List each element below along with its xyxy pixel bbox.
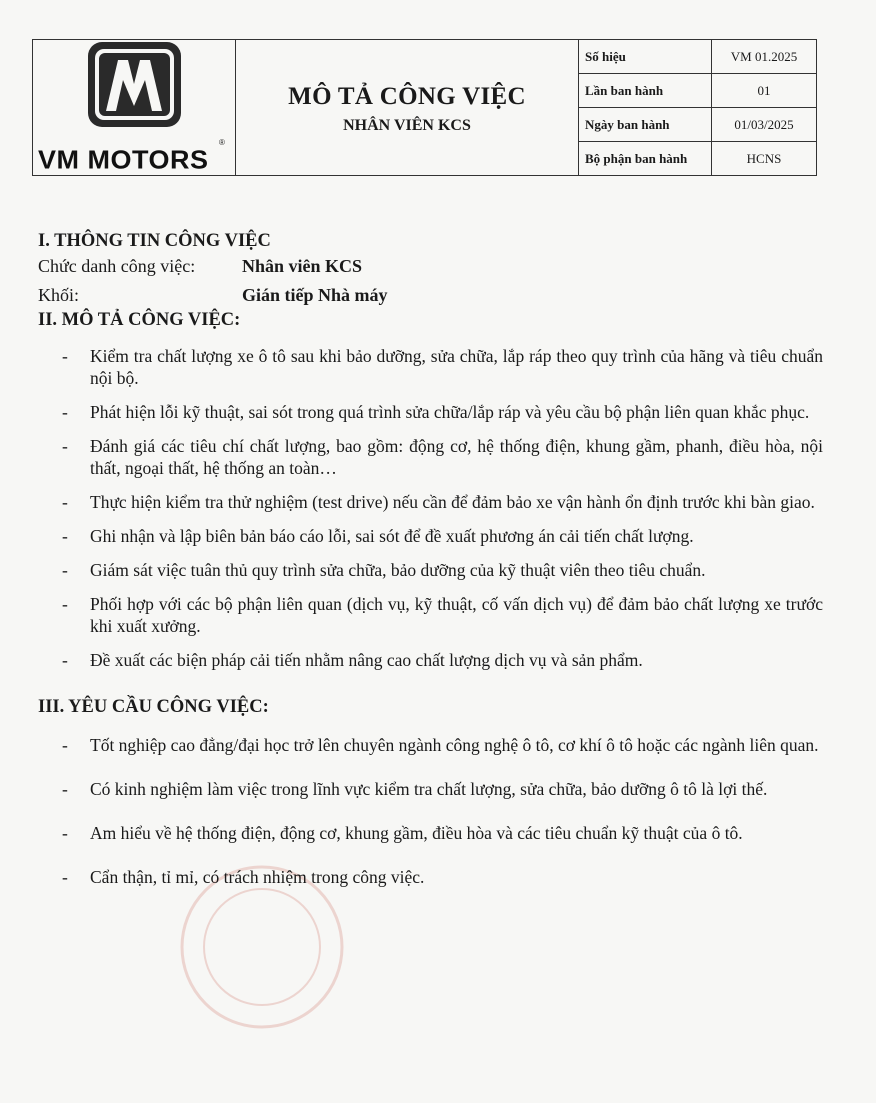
document-body xyxy=(38,228,823,910)
job-title-value: Nhân viên KCS xyxy=(242,256,363,276)
division-label: Khối: xyxy=(38,285,80,305)
meta-label-issue-date: Ngày ban hành xyxy=(579,108,712,142)
meta-label-doc-number: Số hiệu xyxy=(579,40,712,74)
document-title: MÔ TẢ CÔNG VIỆC xyxy=(288,82,526,110)
list-item: - Phối hợp với các bộ phận liên quan (dịch vụ, kỹ thuật, cố vấn dịch vụ) để đảm bảo chất lượng xe trước khi xuất xưởng. xyxy=(62,594,823,636)
job-requirements-list xyxy=(38,734,823,888)
meta-label-issue-number: Lần ban hành xyxy=(579,74,712,108)
document-header-table xyxy=(32,39,817,176)
list-item: - Am hiểu về hệ thống điện, động cơ, khung gầm, điều hòa và các tiêu chuẩn kỹ thuật của ô tô. xyxy=(62,823,743,843)
title-cell xyxy=(236,40,579,176)
job-title-label: Chức danh công việc: xyxy=(38,256,196,276)
document-subtitle: NHÂN VIÊN KCS xyxy=(343,116,471,134)
brand-name: VM MOTORS xyxy=(38,145,209,175)
division-line xyxy=(38,281,823,310)
list-item: - Kiểm tra chất lượng xe ô tô sau khi bảo dưỡng, sửa chữa, lắp ráp theo quy trình của hãng và tiêu chuẩn nội bộ. xyxy=(62,346,823,388)
list-item: - Đánh giá các tiêu chí chất lượng, bao gồm: động cơ, hệ thống điện, khung gầm, phanh, điều hòa, nội thất, ngoại thất, hệ thống an toàn… xyxy=(62,436,823,478)
registered-mark: ® xyxy=(219,138,225,147)
list-item: - Ghi nhận và lập biên bản báo cáo lỗi, sai sót để đề xuất phương án cải tiến chất lượng. xyxy=(62,526,694,546)
list-item: - Thực hiện kiểm tra thử nghiệm (test drive) nếu cần để đảm bảo xe vận hành ổn định trước khi bàn giao. xyxy=(62,492,815,512)
meta-label-issuing-dept: Bộ phận ban hành xyxy=(579,142,712,176)
section-job-requirements-heading: III. YÊU CẦU CÔNG VIỆC: xyxy=(38,697,269,717)
job-title-line xyxy=(38,252,823,281)
job-description-list xyxy=(38,345,823,671)
logo-cell xyxy=(33,40,236,176)
list-item: - Phát hiện lỗi kỹ thuật, sai sót trong quá trình sửa chữa/lắp ráp và yêu cầu bộ phận liên quan khắc phục. xyxy=(62,402,810,422)
vm-motors-logo xyxy=(33,40,235,174)
list-item: - Tốt nghiệp cao đẳng/đại học trở lên chuyên ngành công nghệ ô tô, cơ khí ô tô hoặc các ngành liên quan. xyxy=(62,735,819,755)
meta-value-issue-number: 01 xyxy=(712,74,817,108)
section-job-description-heading: II. MÔ TẢ CÔNG VIỆC: xyxy=(38,310,241,330)
list-item: - Đề xuất các biện pháp cải tiến nhằm nâng cao chất lượng dịch vụ và sản phẩm. xyxy=(62,650,643,670)
list-item: - Giám sát việc tuân thủ quy trình sửa chữa, bảo dưỡng của kỹ thuật viên theo tiêu chuẩn. xyxy=(62,560,706,580)
list-item: - Cẩn thận, tỉ mỉ, có trách nhiệm trong công việc. xyxy=(62,867,425,887)
meta-value-issuing-dept: HCNS xyxy=(712,142,817,176)
meta-value-doc-number: VM 01.2025 xyxy=(712,40,817,74)
section-job-info-heading: I. THÔNG TIN CÔNG VIỆC xyxy=(38,231,271,251)
meta-value-issue-date: 01/03/2025 xyxy=(712,108,817,142)
division-value: Gián tiếp Nhà máy xyxy=(242,285,388,305)
list-item: - Có kinh nghiệm làm việc trong lĩnh vực kiểm tra chất lượng, sửa chữa, bảo dưỡng ô tô là lợi thế. xyxy=(62,779,768,799)
